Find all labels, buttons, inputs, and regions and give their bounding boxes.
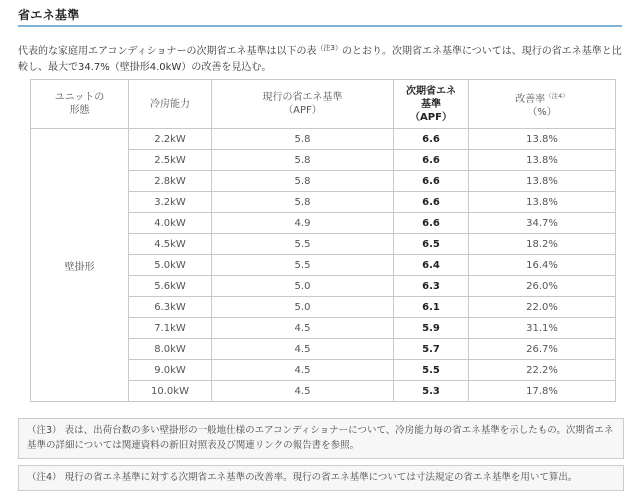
- next-standard-cell: 6.6: [394, 213, 469, 234]
- cooling-capacity-cell: 3.2kW: [129, 192, 212, 213]
- next-standard-cell: 6.6: [394, 171, 469, 192]
- cooling-capacity-cell: 4.0kW: [129, 213, 212, 234]
- cooling-capacity-cell: 4.5kW: [129, 234, 212, 255]
- improvement-rate-cell: 31.1%: [469, 318, 616, 339]
- current-standard-cell: 4.9: [212, 213, 394, 234]
- note-4: （注4） 現行の省エネ基準に対する次期省エネ基準の改善率。現行の省エネ基準については寸法規定の省エネ基準を用いて算出。: [18, 465, 624, 491]
- table-header-row: [31, 80, 616, 129]
- cooling-capacity-cell: 10.0kW: [129, 381, 212, 402]
- cooling-capacity-cell: 2.8kW: [129, 171, 212, 192]
- note-3: （注3） 表は、出荷台数の多い壁掛形の一般地仕様のエアコンディショナーについて、冷房能力毎の省エネ基準を示したもの。次期省エネ基準の詳細については関連資料の新旧対照表及び関連リンクの報告書を参照。: [18, 418, 624, 459]
- cooling-capacity-cell: 2.2kW: [129, 129, 212, 150]
- header-unit-type: ユニットの 形態: [31, 80, 129, 129]
- current-standard-cell: 4.5: [212, 318, 394, 339]
- improvement-rate-cell: 16.4%: [469, 255, 616, 276]
- header-improvement-rate: 改善率$^{(注4)}$ （%）: [469, 80, 616, 129]
- next-standard-cell: 6.1: [394, 297, 469, 318]
- intro-paragraph: [18, 40, 622, 76]
- current-standard-cell: 5.8: [212, 129, 394, 150]
- current-standard-cell: 4.5: [212, 360, 394, 381]
- cooling-capacity-cell: 5.0kW: [129, 255, 212, 276]
- next-standard-cell: 6.3: [394, 276, 469, 297]
- improvement-rate-cell: 18.2%: [469, 234, 616, 255]
- current-standard-cell: 4.5: [212, 339, 394, 360]
- improvement-rate-cell: 13.8%: [469, 129, 616, 150]
- header-next-standard: 次期省エネ 基準 （APF）: [394, 80, 469, 129]
- cooling-capacity-cell: 7.1kW: [129, 318, 212, 339]
- next-standard-cell: 6.6: [394, 192, 469, 213]
- current-standard-cell: 5.5: [212, 255, 394, 276]
- next-standard-cell: 5.5: [394, 360, 469, 381]
- header-cooling-capacity: 冷房能力: [129, 80, 212, 129]
- improvement-rate-cell: 13.8%: [469, 192, 616, 213]
- current-standard-cell: 5.8: [212, 192, 394, 213]
- cooling-capacity-cell: 2.5kW: [129, 150, 212, 171]
- next-standard-cell: 5.3: [394, 381, 469, 402]
- improvement-rate-cell: 13.8%: [469, 150, 616, 171]
- unit-type-cell: 壁掛形: [31, 129, 129, 402]
- improvement-rate-cell: 22.0%: [469, 297, 616, 318]
- current-standard-cell: 5.0: [212, 276, 394, 297]
- current-standard-cell: 5.5: [212, 234, 394, 255]
- note3-reference: （注3）: [316, 44, 342, 52]
- next-standard-cell: 6.6: [394, 150, 469, 171]
- current-standard-cell: 5.8: [212, 150, 394, 171]
- improvement-rate-cell: 26.0%: [469, 276, 616, 297]
- improvement-rate-cell: 22.2%: [469, 360, 616, 381]
- header-current-standard: 現行の省エネ基準 （APF）: [212, 80, 394, 129]
- section-title: 省エネ基準: [18, 8, 80, 22]
- next-standard-cell: 6.5: [394, 234, 469, 255]
- next-standard-cell: 5.7: [394, 339, 469, 360]
- improvement-rate-cell: 26.7%: [469, 339, 616, 360]
- next-standard-cell: 6.4: [394, 255, 469, 276]
- next-standard-cell: 6.6: [394, 129, 469, 150]
- current-standard-cell: 4.5: [212, 381, 394, 402]
- intro-text-part2: のとおり。次期省エネ基準については、現行の省エネ基準と比較し、最大で34.7%（壁掛形4.0kW）の改善を見込む。: [18, 46, 622, 73]
- improvement-rate-cell: 17.8%: [469, 381, 616, 402]
- cooling-capacity-cell: 5.6kW: [129, 276, 212, 297]
- next-standard-cell: 5.9: [394, 318, 469, 339]
- title-divider: [18, 25, 622, 27]
- cooling-capacity-cell: 8.0kW: [129, 339, 212, 360]
- intro-text-part1: 代表的な家庭用エアコンディショナーの次期省エネ基準は以下の表: [18, 46, 317, 57]
- cooling-capacity-cell: 9.0kW: [129, 360, 212, 381]
- current-standard-cell: 5.8: [212, 171, 394, 192]
- table-row: [31, 129, 616, 150]
- cooling-capacity-cell: 6.3kW: [129, 297, 212, 318]
- current-standard-cell: 5.0: [212, 297, 394, 318]
- energy-standard-table: [30, 79, 616, 402]
- improvement-rate-cell: 13.8%: [469, 171, 616, 192]
- table-body: [31, 129, 616, 402]
- improvement-rate-cell: 34.7%: [469, 213, 616, 234]
